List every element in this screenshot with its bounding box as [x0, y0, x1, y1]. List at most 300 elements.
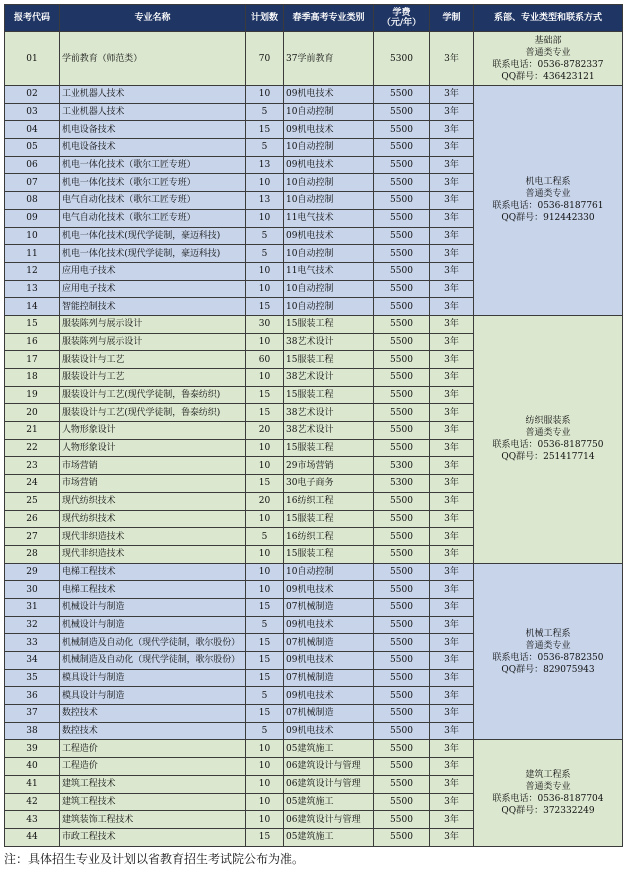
cell-fee: 5500: [374, 722, 430, 740]
cell-years: 3年: [430, 758, 474, 776]
cell-plan: 10: [246, 457, 284, 475]
cell-years: 3年: [430, 545, 474, 563]
cell-years: 3年: [430, 705, 474, 723]
cell-major-name: 工业机器人技术: [60, 103, 246, 121]
cell-plan: 13: [246, 192, 284, 210]
cell-years: 3年: [430, 581, 474, 599]
cell-years: 3年: [430, 616, 474, 634]
cell-category: 38艺术设计: [284, 369, 374, 387]
cell-code: 24: [5, 475, 60, 493]
cell-plan: 10: [246, 439, 284, 457]
cell-code: 31: [5, 598, 60, 616]
cell-category: 16纺织工程: [284, 528, 374, 546]
cell-major-name: 服装设计与工艺: [60, 369, 246, 387]
table-header-row: [5, 5, 623, 32]
cell-category: 10自动控制: [284, 563, 374, 581]
table-row: [5, 86, 623, 104]
cell-plan: 10: [246, 775, 284, 793]
cell-fee: 5500: [374, 793, 430, 811]
cell-code: 19: [5, 386, 60, 404]
cell-years: 3年: [430, 262, 474, 280]
cell-fee: 5500: [374, 775, 430, 793]
cell-years: 3年: [430, 475, 474, 493]
cell-plan: 10: [246, 510, 284, 528]
cell-fee: 5500: [374, 86, 430, 104]
cell-fee: 5500: [374, 227, 430, 245]
cell-category: 06建筑设计与管理: [284, 758, 374, 776]
cell-fee: 5500: [374, 705, 430, 723]
cell-category: 38艺术设计: [284, 422, 374, 440]
cell-category: 07机械制造: [284, 669, 374, 687]
cell-code: 17: [5, 351, 60, 369]
cell-years: 3年: [430, 32, 474, 86]
cell-category: 15服装工程: [284, 351, 374, 369]
enrollment-plan-table: [4, 4, 623, 847]
cell-plan: 10: [246, 758, 284, 776]
cell-category: 06建筑设计与管理: [284, 811, 374, 829]
cell-fee: 5500: [374, 422, 430, 440]
cell-code: 01: [5, 32, 60, 86]
header-fee-line1: 学费: [392, 8, 411, 18]
cell-category: 15服装工程: [284, 315, 374, 333]
cell-plan: 15: [246, 121, 284, 139]
cell-years: 3年: [430, 793, 474, 811]
cell-category: 09机电技术: [284, 722, 374, 740]
cell-major-name: 人物形象设计: [60, 422, 246, 440]
cell-plan: 10: [246, 545, 284, 563]
cell-plan: 70: [246, 32, 284, 86]
cell-code: 04: [5, 121, 60, 139]
cell-category: 38艺术设计: [284, 404, 374, 422]
cell-years: 3年: [430, 563, 474, 581]
cell-category: 07机械制造: [284, 634, 374, 652]
cell-fee: 5500: [374, 298, 430, 316]
cell-fee: 5500: [374, 369, 430, 387]
cell-plan: 15: [246, 705, 284, 723]
cell-major-name: 学前教育（师范类）: [60, 32, 246, 86]
table-row: [5, 563, 623, 581]
cell-category: 09机电技术: [284, 652, 374, 670]
cell-category: 10自动控制: [284, 192, 374, 210]
cell-years: 3年: [430, 439, 474, 457]
cell-fee: 5500: [374, 174, 430, 192]
cell-category: 06建筑设计与管理: [284, 775, 374, 793]
cell-major-name: 机电一体化技术(现代学徒制，豪迈科技): [60, 227, 246, 245]
cell-years: 3年: [430, 598, 474, 616]
cell-major-name: 机电一体化技术（歌尔工匠专班）: [60, 174, 246, 192]
cell-plan: 10: [246, 86, 284, 104]
cell-code: 40: [5, 758, 60, 776]
cell-code: 26: [5, 510, 60, 528]
cell-category: 10自动控制: [284, 174, 374, 192]
cell-major-name: 现代纺织技术: [60, 510, 246, 528]
cell-fee: 5500: [374, 103, 430, 121]
cell-fee: 5500: [374, 192, 430, 210]
cell-fee: 5500: [374, 616, 430, 634]
department-info-line: 联系电话：0536-8782337: [492, 59, 604, 70]
cell-code: 10: [5, 227, 60, 245]
cell-category: 05建筑施工: [284, 828, 374, 846]
cell-category: 11电气技术: [284, 209, 374, 227]
cell-major-name: 工程造价: [60, 740, 246, 758]
cell-plan: 15: [246, 404, 284, 422]
cell-fee: 5500: [374, 758, 430, 776]
cell-major-name: 模具设计与制造: [60, 687, 246, 705]
cell-major-name: 建筑工程技术: [60, 793, 246, 811]
cell-years: 3年: [430, 652, 474, 670]
cell-years: 3年: [430, 828, 474, 846]
cell-code: 38: [5, 722, 60, 740]
table-row: [5, 315, 623, 333]
department-info-line: 纺织服装系: [525, 416, 571, 427]
cell-code: 33: [5, 634, 60, 652]
cell-category: 37学前教育: [284, 32, 374, 86]
cell-category: 15服装工程: [284, 386, 374, 404]
cell-years: 3年: [430, 369, 474, 387]
cell-code: 15: [5, 315, 60, 333]
cell-years: 3年: [430, 457, 474, 475]
cell-major-name: 智能控制技术: [60, 298, 246, 316]
header-fee-line2: （元/年）: [381, 18, 422, 28]
cell-code: 23: [5, 457, 60, 475]
cell-code: 03: [5, 103, 60, 121]
department-info-line: 基础部: [534, 35, 562, 46]
cell-major-name: 数控技术: [60, 722, 246, 740]
cell-major-name: 机械制造及自动化（现代学徒制，歌尔股份）: [60, 652, 246, 670]
cell-plan: 10: [246, 209, 284, 227]
cell-major-name: 服装设计与工艺(现代学徒制，鲁泰纺织): [60, 404, 246, 422]
cell-years: 3年: [430, 422, 474, 440]
cell-major-name: 服装陈列与展示设计: [60, 315, 246, 333]
cell-fee: 5500: [374, 492, 430, 510]
cell-fee: 5500: [374, 510, 430, 528]
cell-years: 3年: [430, 156, 474, 174]
cell-plan: 15: [246, 386, 284, 404]
department-info-cell: [474, 740, 623, 846]
cell-category: 38艺术设计: [284, 333, 374, 351]
cell-category: 15服装工程: [284, 545, 374, 563]
department-info-line: 联系电话：0536-8782350: [492, 652, 604, 663]
cell-code: 42: [5, 793, 60, 811]
cell-fee: 5500: [374, 245, 430, 263]
header-major-name: 专业名称: [60, 5, 246, 32]
cell-plan: 15: [246, 669, 284, 687]
cell-code: 08: [5, 192, 60, 210]
department-info-line: QQ群号：829075943: [501, 664, 595, 675]
header-department: 系部、专业类型和联系方式: [474, 5, 623, 32]
cell-category: 10自动控制: [284, 139, 374, 157]
cell-major-name: 电梯工程技术: [60, 581, 246, 599]
cell-plan: 5: [246, 227, 284, 245]
cell-plan: 5: [246, 139, 284, 157]
cell-fee: 5500: [374, 563, 430, 581]
cell-plan: 10: [246, 811, 284, 829]
cell-fee: 5500: [374, 121, 430, 139]
cell-years: 3年: [430, 634, 474, 652]
cell-category: 09机电技术: [284, 156, 374, 174]
cell-fee: 5500: [374, 828, 430, 846]
cell-fee: 5500: [374, 545, 430, 563]
cell-major-name: 现代非织造技术: [60, 545, 246, 563]
cell-fee: 5500: [374, 315, 430, 333]
cell-code: 41: [5, 775, 60, 793]
cell-years: 3年: [430, 103, 474, 121]
header-category: 春季高考专业类别: [284, 5, 374, 32]
cell-code: 32: [5, 616, 60, 634]
cell-fee: 5300: [374, 32, 430, 86]
department-info-cell: [474, 563, 623, 740]
cell-code: 21: [5, 422, 60, 440]
department-info-cell: [474, 315, 623, 563]
cell-fee: 5500: [374, 652, 430, 670]
cell-fee: 5500: [374, 439, 430, 457]
cell-years: 3年: [430, 740, 474, 758]
cell-plan: 20: [246, 492, 284, 510]
table-row: [5, 740, 623, 758]
cell-code: 44: [5, 828, 60, 846]
table-row: [5, 32, 623, 86]
department-info-line: 普通类专业: [525, 782, 571, 792]
cell-major-name: 应用电子技术: [60, 262, 246, 280]
cell-category: 09机电技术: [284, 581, 374, 599]
cell-plan: 15: [246, 598, 284, 616]
cell-category: 10自动控制: [284, 245, 374, 263]
cell-code: 20: [5, 404, 60, 422]
cell-fee: 5500: [374, 811, 430, 829]
cell-major-name: 机械设计与制造: [60, 616, 246, 634]
cell-fee: 5500: [374, 740, 430, 758]
cell-years: 3年: [430, 669, 474, 687]
cell-major-name: 工程造价: [60, 758, 246, 776]
cell-code: 13: [5, 280, 60, 298]
cell-plan: 10: [246, 581, 284, 599]
cell-category: 15服装工程: [284, 510, 374, 528]
cell-fee: 5300: [374, 475, 430, 493]
cell-fee: 5500: [374, 333, 430, 351]
department-info-line: 机械工程系: [525, 628, 571, 639]
cell-major-name: 建筑工程技术: [60, 775, 246, 793]
cell-years: 3年: [430, 192, 474, 210]
cell-years: 3年: [430, 245, 474, 263]
cell-category: 05建筑施工: [284, 740, 374, 758]
department-info-line: 普通类专业: [525, 189, 571, 200]
cell-code: 07: [5, 174, 60, 192]
cell-years: 3年: [430, 722, 474, 740]
cell-category: 29市场营销: [284, 457, 374, 475]
cell-major-name: 模具设计与制造: [60, 669, 246, 687]
cell-code: 05: [5, 139, 60, 157]
cell-major-name: 现代纺织技术: [60, 492, 246, 510]
department-info-line: 建筑工程系: [525, 770, 571, 780]
cell-category: 07机械制造: [284, 705, 374, 723]
cell-plan: 10: [246, 280, 284, 298]
header-years: 学制: [430, 5, 474, 32]
cell-code: 34: [5, 652, 60, 670]
cell-major-name: 人物形象设计: [60, 439, 246, 457]
cell-major-name: 工业机器人技术: [60, 86, 246, 104]
cell-fee: 5300: [374, 457, 430, 475]
cell-years: 3年: [430, 687, 474, 705]
department-info-line: 机电工程系: [525, 177, 571, 188]
cell-years: 3年: [430, 351, 474, 369]
cell-category: 09机电技术: [284, 227, 374, 245]
header-code: 报考代码: [5, 5, 60, 32]
cell-major-name: 服装陈列与展示设计: [60, 333, 246, 351]
cell-fee: 5500: [374, 581, 430, 599]
cell-fee: 5500: [374, 386, 430, 404]
cell-major-name: 机电一体化技术（歌尔工匠专班）: [60, 156, 246, 174]
cell-code: 35: [5, 669, 60, 687]
department-info-cell: [474, 86, 623, 316]
header-plan: 计划数: [246, 5, 284, 32]
department-info-line: QQ群号：912442330: [501, 213, 595, 224]
cell-category: 10自动控制: [284, 280, 374, 298]
cell-plan: 15: [246, 634, 284, 652]
cell-plan: 30: [246, 315, 284, 333]
cell-years: 3年: [430, 492, 474, 510]
cell-years: 3年: [430, 510, 474, 528]
cell-years: 3年: [430, 227, 474, 245]
cell-major-name: 机械设计与制造: [60, 598, 246, 616]
cell-fee: 5500: [374, 139, 430, 157]
department-info-line: QQ群号：436423121: [501, 71, 595, 82]
cell-fee: 5500: [374, 528, 430, 546]
cell-plan: 10: [246, 740, 284, 758]
table-body: [5, 32, 623, 847]
department-info-cell: [474, 32, 623, 86]
cell-code: 28: [5, 545, 60, 563]
cell-fee: 5500: [374, 598, 430, 616]
department-info-line: 联系电话：0536-8187761: [492, 201, 604, 212]
cell-major-name: 机电一体化技术(现代学徒制，豪迈科技): [60, 245, 246, 263]
cell-category: 09机电技术: [284, 86, 374, 104]
cell-years: 3年: [430, 139, 474, 157]
cell-category: 30电子商务: [284, 475, 374, 493]
cell-code: 18: [5, 369, 60, 387]
cell-years: 3年: [430, 528, 474, 546]
cell-plan: 10: [246, 333, 284, 351]
cell-code: 11: [5, 245, 60, 263]
cell-major-name: 电气自动化技术（歌尔工匠专班）: [60, 192, 246, 210]
cell-fee: 5500: [374, 156, 430, 174]
cell-plan: 10: [246, 563, 284, 581]
cell-years: 3年: [430, 209, 474, 227]
cell-fee: 5500: [374, 687, 430, 705]
department-info-line: 联系电话：0536-8187750: [492, 440, 604, 451]
cell-years: 3年: [430, 280, 474, 298]
cell-plan: 10: [246, 369, 284, 387]
cell-major-name: 机电设备技术: [60, 121, 246, 139]
cell-category: 09机电技术: [284, 616, 374, 634]
cell-plan: 15: [246, 652, 284, 670]
cell-years: 3年: [430, 775, 474, 793]
cell-major-name: 数控技术: [60, 705, 246, 723]
cell-years: 3年: [430, 386, 474, 404]
footnote: 注：具体招生专业及计划以省教育招生考试院公布为准。: [4, 852, 305, 866]
cell-plan: 10: [246, 793, 284, 811]
cell-plan: 10: [246, 174, 284, 192]
department-info-line: 普通类专业: [525, 47, 571, 58]
cell-years: 3年: [430, 298, 474, 316]
cell-plan: 5: [246, 722, 284, 740]
cell-plan: 5: [246, 103, 284, 121]
cell-code: 39: [5, 740, 60, 758]
cell-years: 3年: [430, 811, 474, 829]
cell-category: 07机械制造: [284, 598, 374, 616]
cell-code: 25: [5, 492, 60, 510]
cell-category: 09机电技术: [284, 687, 374, 705]
cell-code: 36: [5, 687, 60, 705]
cell-major-name: 电气自动化技术（歌尔工匠专班）: [60, 209, 246, 227]
cell-years: 3年: [430, 333, 474, 351]
cell-category: 10自动控制: [284, 298, 374, 316]
cell-major-name: 市场营销: [60, 457, 246, 475]
cell-category: 05建筑施工: [284, 793, 374, 811]
department-info-line: 联系电话：0536-8187704: [492, 794, 604, 804]
cell-category: 16纺织工程: [284, 492, 374, 510]
cell-fee: 5500: [374, 404, 430, 422]
cell-plan: 5: [246, 245, 284, 263]
cell-code: 09: [5, 209, 60, 227]
cell-major-name: 市场营销: [60, 475, 246, 493]
cell-years: 3年: [430, 86, 474, 104]
cell-code: 43: [5, 811, 60, 829]
cell-years: 3年: [430, 404, 474, 422]
cell-major-name: 市政工程技术: [60, 828, 246, 846]
cell-major-name: 机电设备技术: [60, 139, 246, 157]
cell-fee: 5500: [374, 280, 430, 298]
cell-code: 30: [5, 581, 60, 599]
department-info-line: QQ群号：372332249: [501, 806, 595, 816]
cell-plan: 5: [246, 616, 284, 634]
cell-major-name: 服装设计与工艺(现代学徒制，鲁泰纺织): [60, 386, 246, 404]
cell-plan: 13: [246, 156, 284, 174]
cell-code: 12: [5, 262, 60, 280]
cell-major-name: 现代非织造技术: [60, 528, 246, 546]
cell-plan: 15: [246, 298, 284, 316]
cell-major-name: 应用电子技术: [60, 280, 246, 298]
department-info-line: QQ群号：251417714: [501, 452, 595, 463]
cell-major-name: 服装设计与工艺: [60, 351, 246, 369]
cell-fee: 5500: [374, 669, 430, 687]
cell-fee: 5500: [374, 209, 430, 227]
cell-plan: 10: [246, 262, 284, 280]
cell-code: 22: [5, 439, 60, 457]
cell-fee: 5500: [374, 262, 430, 280]
cell-code: 02: [5, 86, 60, 104]
enrollment-plan-document: [4, 4, 622, 847]
cell-code: 06: [5, 156, 60, 174]
cell-fee: 5500: [374, 634, 430, 652]
cell-code: 29: [5, 563, 60, 581]
cell-years: 3年: [430, 121, 474, 139]
cell-category: 10自动控制: [284, 103, 374, 121]
cell-fee: 5500: [374, 351, 430, 369]
cell-plan: 15: [246, 475, 284, 493]
cell-code: 16: [5, 333, 60, 351]
cell-code: 37: [5, 705, 60, 723]
cell-code: 14: [5, 298, 60, 316]
cell-plan: 60: [246, 351, 284, 369]
cell-plan: 5: [246, 687, 284, 705]
cell-plan: 5: [246, 528, 284, 546]
cell-plan: 15: [246, 828, 284, 846]
department-info-line: 普通类专业: [525, 428, 571, 439]
header-fee: [374, 5, 430, 32]
cell-category: 11电气技术: [284, 262, 374, 280]
cell-major-name: 电梯工程技术: [60, 563, 246, 581]
cell-major-name: 建筑装饰工程技术: [60, 811, 246, 829]
